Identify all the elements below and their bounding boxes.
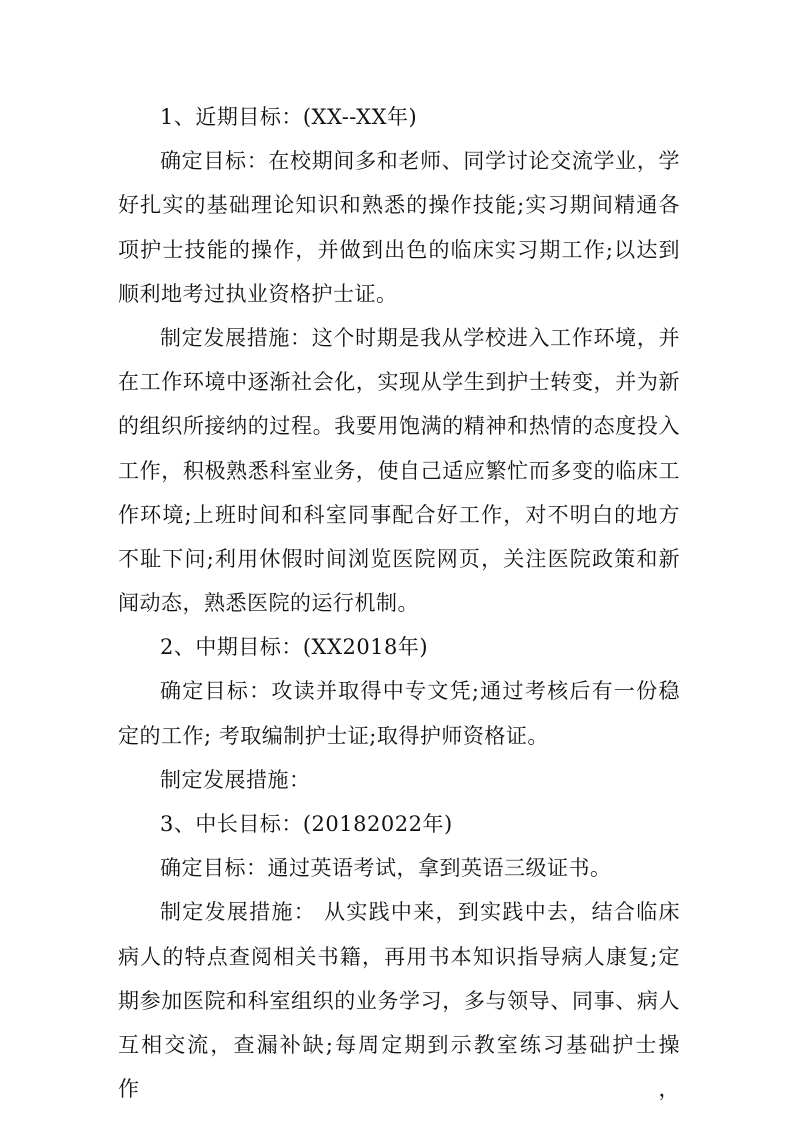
short-term-goal-heading: 1、近期目标：(XX--XX年) [160, 105, 418, 129]
document-body [118, 95, 680, 1102]
paragraph-line: 确定目标：通过英语考试，拿到英语三级证书。 [160, 856, 612, 881]
mid-term-goal-heading: 2、中期目标：(XX2018年) [160, 635, 429, 660]
paragraph-line: 确定目标：攻读并取得中专文凭;通过考核后有一份稳 [160, 679, 680, 704]
paragraph-line: 作环境;上班时间和科室同事配合好工作，对不明白的地方 [118, 502, 680, 527]
paragraph-line: 互相交流，查漏补缺;每周定期到示教室练习基础护士操作， [118, 1032, 680, 1102]
paragraph-line: 期参加医院和科室组织的业务学习，多与领导、同事、病人 [118, 988, 680, 1013]
paragraph-line: 制定发展措施：这个时期是我从学校进入工作环境，并 [160, 325, 680, 350]
paragraph-line: 在工作环境中逐渐社会化，实现从学生到护士转变，并为新 [118, 370, 680, 395]
paragraph-line: 病人的特点查阅相关书籍，再用书本知识指导病人康复;定 [118, 944, 680, 969]
paragraph-line: 制定发展措施： 从实践中来，到实践中去，结合临床 [160, 900, 680, 925]
paragraph-line: 项护士技能的操作，并做到出色的临床实习期工作;以达到 [118, 237, 680, 262]
paragraph-line: 定的工作; 考取编制护士证;取得护师资格证。 [118, 723, 549, 748]
paragraph-line: 制定发展措施： [160, 767, 311, 792]
paragraph-line: 的组织所接纳的过程。我要用饱满的精神和热情的态度投入 [118, 414, 680, 439]
paragraph-line: 确定目标：在校期间多和老师、同学讨论交流学业，学 [160, 149, 680, 174]
paragraph-line: 工作，积极熟悉科室业务，使自己适应繁忙而多变的临床工 [118, 458, 680, 483]
paragraph-line: 顺利地考过执业资格护士证。 [118, 281, 398, 306]
paragraph-line: 好扎实的基础理论知识和熟悉的操作技能;实习期间精通各 [118, 193, 680, 218]
paragraph-line: 不耻下问;利用休假时间浏览医院网页，关注医院政策和新 [118, 546, 680, 571]
mid-long-term-goal-heading: 3、中长目标：(20182022年) [160, 812, 453, 836]
paragraph-line: 闻动态，熟悉医院的运行机制。 [118, 591, 419, 616]
